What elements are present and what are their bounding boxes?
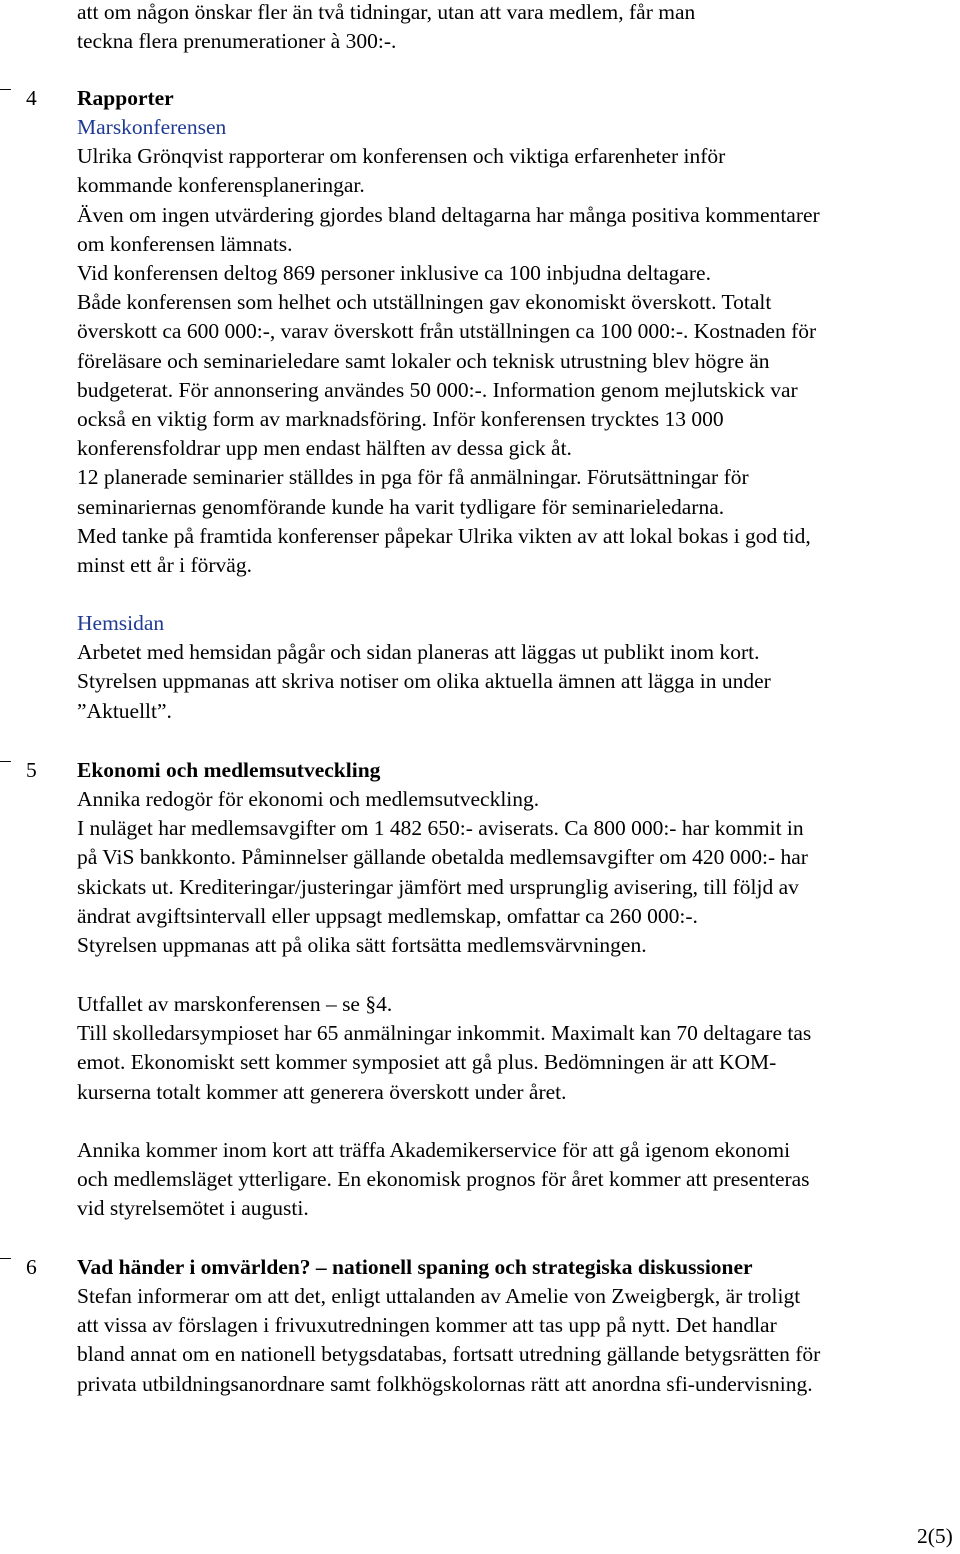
bullet-icon: ¯ <box>0 758 11 782</box>
text-line: Till skolledarsympioset har 65 anmälningar inkommit. Maximalt kan 70 deltagare tas <box>77 1021 812 1046</box>
subheading-hemsidan: Hemsidan <box>77 611 165 635</box>
text-line: på ViS bankkonto. Påminnelser gällande obetalda medlemsavgifter om 420 000:- har <box>77 845 808 870</box>
section-title: Ekonomi och medlemsutveckling <box>77 758 381 782</box>
text-line: Annika redogör för ekonomi och medlemsutveckling. <box>77 787 540 811</box>
text-line: överskott ca 600 000:-, varav överskott från utställningen ca 100 000:-. Kostnaden för <box>77 319 817 344</box>
section-number: 4 <box>26 86 37 110</box>
text-line: privata utbildningsanordnare samt folkhögskolornas rätt att anordna sfi-undervisning. <box>77 1371 813 1396</box>
text-line: kurserna totalt kommer att generera överskott under året. <box>77 1079 567 1104</box>
text-line: att vissa av förslagen i frivuxutredningen kommer att tas upp på nytt. Det handlar <box>77 1313 777 1338</box>
section-title: Rapporter <box>77 86 174 110</box>
text-line: om konferensen lämnats. <box>77 231 293 256</box>
bullet-icon: ¯ <box>0 86 11 110</box>
section-5-para-2 <box>77 990 957 1107</box>
text-line: Både konferensen som helhet och utställningen gav ekonomiskt överskott. Totalt <box>77 290 772 315</box>
text-line: minst ett år i förväg. <box>77 553 252 578</box>
section-4-body <box>77 113 957 580</box>
text-line: Styrelsen uppmanas att på olika sätt fortsätta medlemsvärvningen. <box>77 933 647 958</box>
section-5-para-3 <box>77 1136 957 1224</box>
page-number: 2(5) <box>917 1524 953 1548</box>
text-line: Vid konferensen deltog 869 personer inklusive ca 100 inbjudna deltagare. <box>77 261 711 286</box>
text-line: ”Aktuellt”. <box>77 698 172 723</box>
text-line: budgeterat. För annonsering användes 50 000:-. Information genom mejlutskick var <box>77 377 798 402</box>
text-line: vid styrelsemötet i augusti. <box>77 1196 309 1221</box>
text-line: Med tanke på framtida konferenser påpekar Ulrika vikten av att lokal bokas i god tid, <box>77 523 811 548</box>
bullet-icon: ¯ <box>0 1255 11 1279</box>
text-line: bland annat om en nationell betygsdatabas, fortsatt utredning gällande betygsrätten för <box>77 1342 821 1367</box>
section-number: 5 <box>26 758 37 782</box>
text-line: föreläsare och seminarieledare samt lokaler och teknisk utrustning blev högre än <box>77 348 770 373</box>
text-line: Annika kommer inom kort att träffa Akademikerservice för att gå igenom ekonomi <box>77 1138 791 1162</box>
section-title: Vad händer i omvärlden? – nationell spaning och strategiska diskussioner <box>77 1255 753 1279</box>
text-line: ändrat avgiftsintervall eller uppsagt medlemskap, omfattar ca 260 000:-. <box>77 903 698 928</box>
text-line: och medlemsläget ytterligare. En ekonomisk prognos för året kommer att presenteras <box>77 1167 810 1192</box>
intro-paragraph <box>77 0 957 56</box>
section-number: 6 <box>26 1255 37 1279</box>
text-line: Arbetet med hemsidan pågår och sidan planeras att läggas ut publikt inom kort. <box>77 640 760 665</box>
section-5-para-1 <box>77 785 957 960</box>
text-line: Styrelsen uppmanas att skriva notiser om olika aktuella ämnen att lägga in under <box>77 669 771 694</box>
text-line: 12 planerade seminarier ställdes in pga för få anmälningar. Förutsättningar för <box>77 465 749 490</box>
text-line: Stefan informerar om att det, enligt uttalanden av Amelie von Zweigbergk, är troligt <box>77 1284 801 1308</box>
section-4-hemsidan <box>77 609 957 726</box>
section-4-heading <box>0 84 960 114</box>
text-line: I nuläget har medlemsavgifter om 1 482 650:- aviserats. Ca 800 000:- har kommit in <box>77 816 804 841</box>
text-line: också en viktig form av marknadsföring. Inför konferensen trycktes 13 000 <box>77 407 724 432</box>
subheading-marskonferensen: Marskonferensen <box>77 115 227 139</box>
text-line: att om någon önskar fler än två tidningar, utan att vara medlem, får man <box>77 0 696 24</box>
text-line: seminariernas genomförande kunde ha varit tydligare för seminarieledarna. <box>77 494 725 519</box>
text-line: skickats ut. Krediteringar/justeringar jämfört med ursprunglig avisering, till följd av <box>77 874 799 899</box>
section-6-body <box>77 1282 957 1399</box>
text-line: Ulrika Grönqvist rapporterar om konferensen och viktiga erfarenheter inför <box>77 144 726 169</box>
text-line: Utfallet av marskonferensen – se §4. <box>77 992 393 1016</box>
text-line: teckna flera prenumerationer à 300:-. <box>77 29 397 54</box>
text-line: konferensfoldrar upp men endast hälften av dessa gick åt. <box>77 436 572 461</box>
section-5-heading <box>0 756 960 786</box>
text-line: Även om ingen utvärdering gjordes bland deltagarna har många positiva kommentarer <box>77 202 820 227</box>
text-line: emot. Ekonomiskt sett kommer symposiet att gå plus. Bedömningen är att KOM- <box>77 1050 777 1075</box>
section-6-heading <box>0 1253 960 1283</box>
text-line: kommande konferensplaneringar. <box>77 173 365 198</box>
